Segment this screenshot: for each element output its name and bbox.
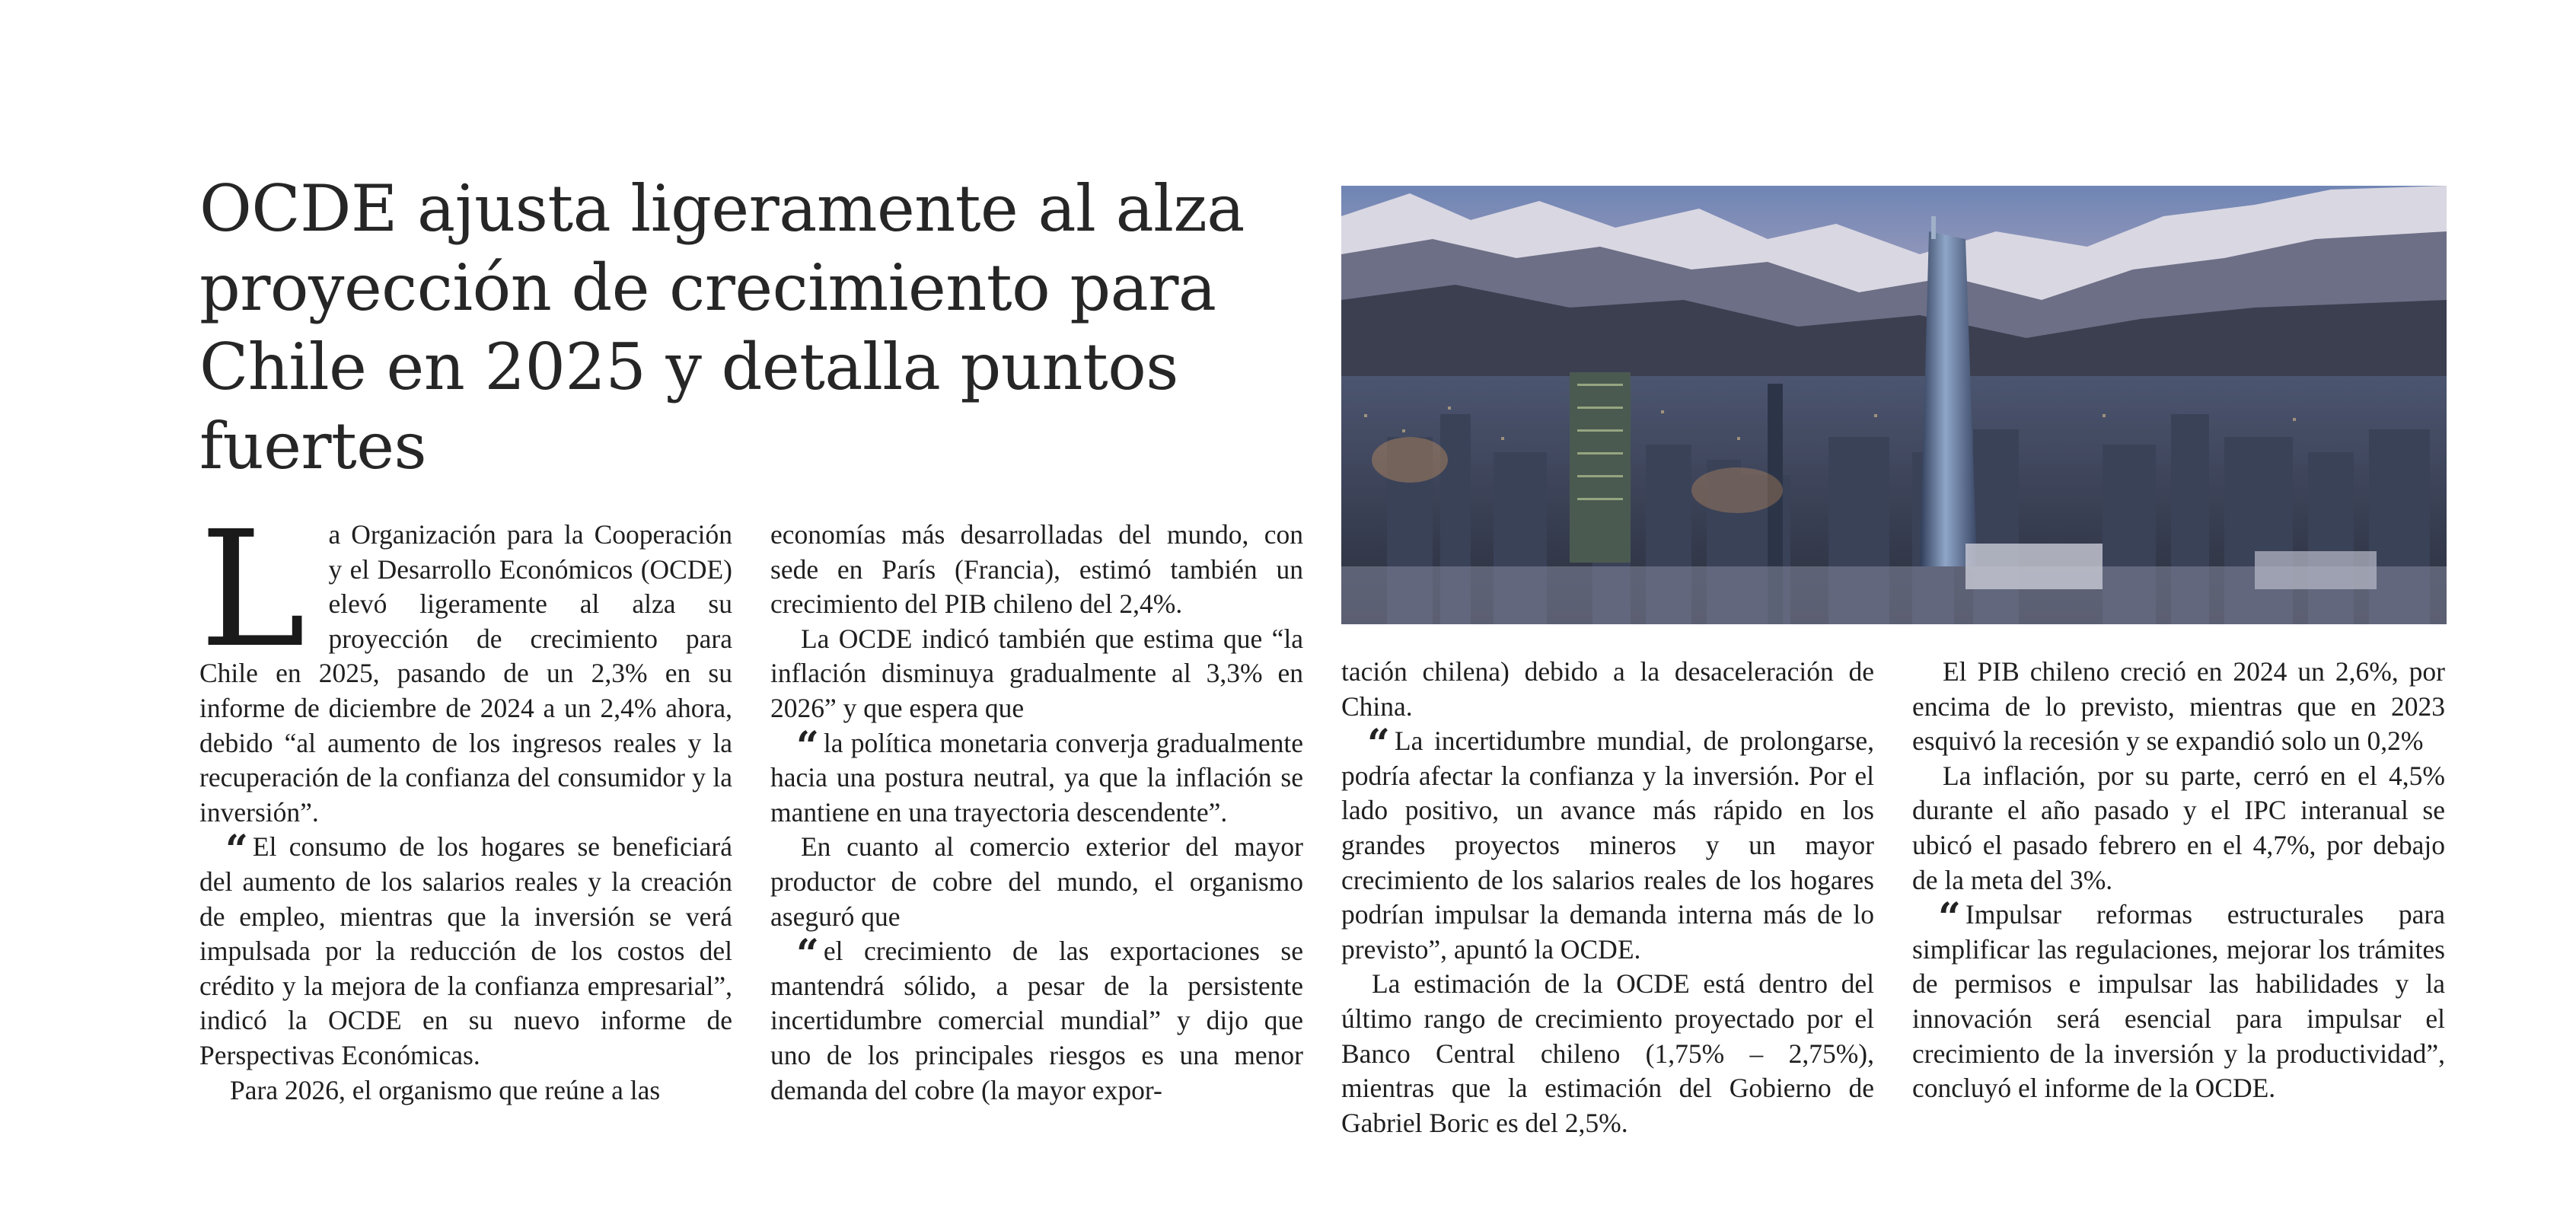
santiago-skyline-image: [1341, 186, 2447, 624]
quote-mark-icon: “: [796, 931, 819, 978]
article-headline: OCDE ajusta ligeramente al alza proyección de crecimiento para Chile en 2025 y detalla puntos fuertes: [199, 171, 1245, 483]
paragraph: En cuanto al comercio exterior del mayor productor de cobre del mundo, el organismo aseguró que: [770, 831, 1303, 932]
paragraph: El PIB chileno creció en 2024 un 2,6%, por encima de lo previsto, mientras que en 2023 esquivó la recesión y se expandió solo un 0,2%: [1912, 656, 2445, 757]
quote-text: el crecimiento de las exportaciones se mantendrá sólido, a pesar de la persistente incertidumbre comercial mundial” y dijo que uno de los principales riesgos es una menor demanda del cobre (la mayor expor-: [770, 936, 1303, 1105]
paragraph: Para 2026, el organismo que reúne a las: [230, 1074, 661, 1105]
quote-mark-icon: “: [796, 722, 819, 770]
paragraph: La inflación, por su parte, cerró en el 4,5% durante el año pasado y el IPC interanual se ubicó el pasado febrero en el 4,7%, por debajo de la meta del 3%.: [1912, 760, 2445, 895]
pull-quote: [1912, 895, 2445, 1106]
quote-text: La incertidumbre mundial, de prolongarse, podría afectar la confianza y la inversión. Por el lado positivo, un avance más rápido en los grandes proyectos mineros y un mayor crecimiento de los salarios reales de los hogares podrían impulsar la demanda interna más de lo previsto”, apuntó la OCDE.: [1341, 726, 1874, 965]
article-column-3: [1341, 655, 1874, 1140]
paragraph: economías más desarrolladas del mundo, con sede en París (Francia), estimó también un crecimiento del PIB chileno del 2,4%.: [770, 519, 1303, 620]
pull-quote: [1341, 721, 1874, 967]
article-column-2: [770, 518, 1303, 1108]
pull-quote: [199, 827, 732, 1073]
article-column-4: [1912, 655, 2445, 1106]
quote-text: la política monetaria converja gradualmente hacia una postura neutral, ya que la inflación se mantiene en una trayectoria descendente”.: [770, 727, 1303, 828]
paragraph: La estimación de la OCDE está dentro del último rango de crecimiento proyectado por el Banco Central chileno (1,75% – 2,75%), mientras que la estimación del Gobierno de Gabriel Boric es del 2,5%.: [1341, 968, 1874, 1138]
quote-text: El consumo de los hogares se beneficiará del aumento de los salarios reales y la creación de empleo, mientras que la inversión se verá impulsada por la reducción de los costos del crédito y la mejora de la confianza empresarial”, indicó la OCDE en su nuevo informe de Perspectivas Económicas.: [199, 831, 732, 1070]
pull-quote: [770, 931, 1303, 1108]
pull-quote: [770, 722, 1303, 831]
drop-cap: L: [199, 496, 306, 683]
quote-text: Impulsar reformas estructurales para simplificar las regulaciones, mejorar los trámites de permisos e impulsar las habilidades y la innovación será esencial para impulsar el crecimiento de la inversión y la productividad”, concluyó el informe de la OCDE.: [1912, 899, 2445, 1104]
paragraph-text: a Organización para la Cooperación y el Desarrollo Económicos (OCDE) elevó ligeramente al alza su proyección de crecimiento para Chile en 2025, pasando de un 2,3% en su informe de diciembre de 2024 a un 2,4% ahora, debido “al aumento de los ingresos reales y la recuperación de la confianza del consumidor y la inversión”.: [199, 519, 732, 828]
article-column-1: [199, 496, 732, 1108]
paragraph: [199, 496, 732, 830]
quote-mark-icon: “: [225, 827, 248, 874]
quote-mark-icon: “: [1938, 895, 1961, 942]
paragraph: tación chilena) debido a la desaceleración de China.: [1341, 656, 1874, 722]
quote-mark-icon: “: [1367, 721, 1390, 768]
article-photo: [1341, 186, 2447, 624]
paragraph: La OCDE indicó también que estima que “la inflación disminuya gradualmente al 3,3% en 2026” y que espera que: [770, 623, 1303, 723]
